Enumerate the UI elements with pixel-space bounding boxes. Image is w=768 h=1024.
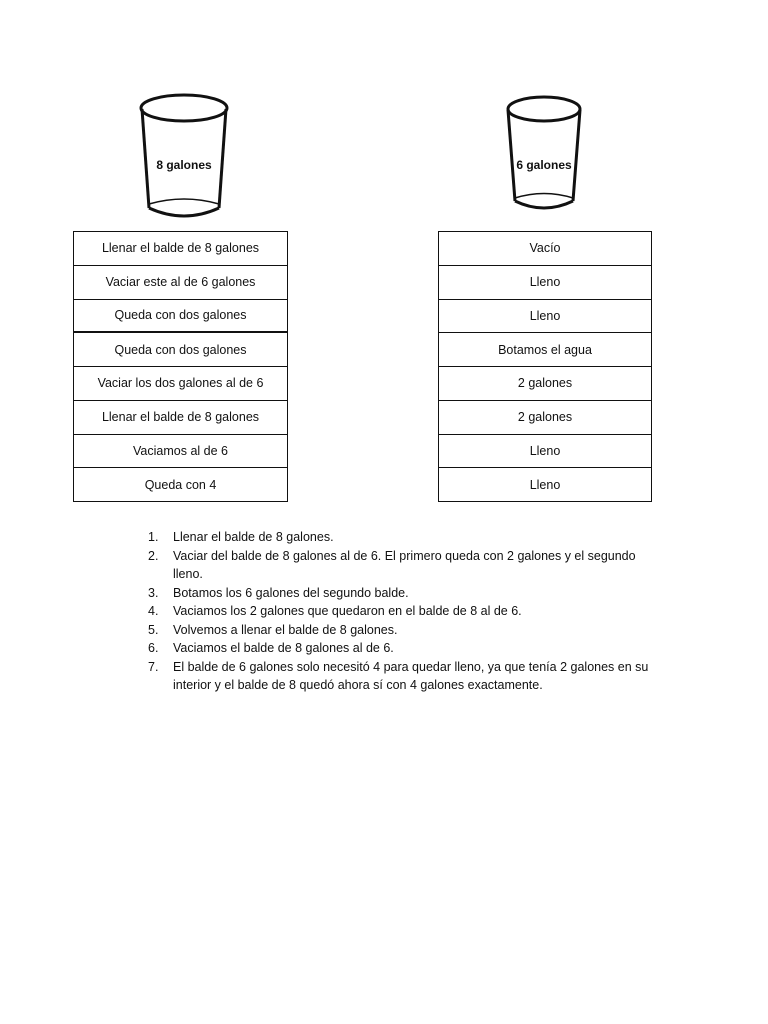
table-row: Vacío xyxy=(439,232,651,266)
list-text: Vaciar del balde de 8 galones al de 6. El primero queda con 2 galones y el segundo lleno. xyxy=(173,548,636,581)
table-row: Lleno xyxy=(439,300,651,334)
left-bucket-table xyxy=(73,231,288,502)
bucket-6-galones xyxy=(505,94,583,214)
list-item xyxy=(148,584,658,603)
list-number: 1. xyxy=(148,530,159,544)
table-row: Lleno xyxy=(439,266,651,300)
list-number: 6. xyxy=(148,641,159,655)
table-row: Queda con dos galones xyxy=(74,333,287,367)
list-text: Vaciamos los 2 galones que quedaron en el balde de 8 al de 6. xyxy=(173,604,522,618)
table-row: Lleno xyxy=(439,435,651,469)
right-bucket-table xyxy=(438,231,652,502)
list-text: Vaciamos el balde de 8 galones al de 6. xyxy=(173,641,394,655)
table-row: Vaciar este al de 6 galones xyxy=(74,266,287,300)
table-row: Lleno xyxy=(529,478,561,493)
list-number: 5. xyxy=(148,622,159,637)
list-number: 2. xyxy=(148,548,159,563)
table-row: Queda con 4 xyxy=(144,478,217,493)
cup-icon xyxy=(138,92,230,222)
table-row: Vaciar los dos galones al de 6 xyxy=(74,367,287,401)
cup-icon xyxy=(505,94,583,214)
table-row: 2 galones xyxy=(439,401,651,435)
steps-list xyxy=(148,528,658,695)
bucket-label: 6 galones xyxy=(516,158,572,172)
bucket-8-galones xyxy=(138,92,230,222)
list-item xyxy=(148,658,658,695)
table-row: Llenar el balde de 8 galones xyxy=(74,232,287,266)
table-row: 2 galones xyxy=(439,367,651,401)
list-number: 7. xyxy=(148,659,159,674)
list-item xyxy=(148,528,658,547)
list-text: Botamos los 6 galones del segundo balde. xyxy=(173,585,409,600)
list-text: Llenar el balde de 8 galones. xyxy=(173,530,334,544)
list-item xyxy=(148,621,658,640)
list-item xyxy=(148,602,658,621)
list-item xyxy=(148,547,658,584)
list-number: 3. xyxy=(148,585,159,600)
table-row: Queda con dos galones xyxy=(74,300,287,334)
table-row: Vaciamos al de 6 xyxy=(74,435,287,469)
table-row: Botamos el agua xyxy=(439,333,651,367)
list-item xyxy=(148,639,658,658)
bucket-label: 8 galones xyxy=(156,158,212,172)
list-text: Volvemos a llenar el balde de 8 galones. xyxy=(173,622,398,637)
list-text: El balde de 6 galones solo necesitó 4 para quedar lleno, ya que tenía 2 galones en su interior y el balde de 8 quedó ahora sí con 4 galones exactamente. xyxy=(173,659,649,692)
table-row: Llenar el balde de 8 galones xyxy=(74,401,287,435)
list-number: 4. xyxy=(148,604,159,618)
